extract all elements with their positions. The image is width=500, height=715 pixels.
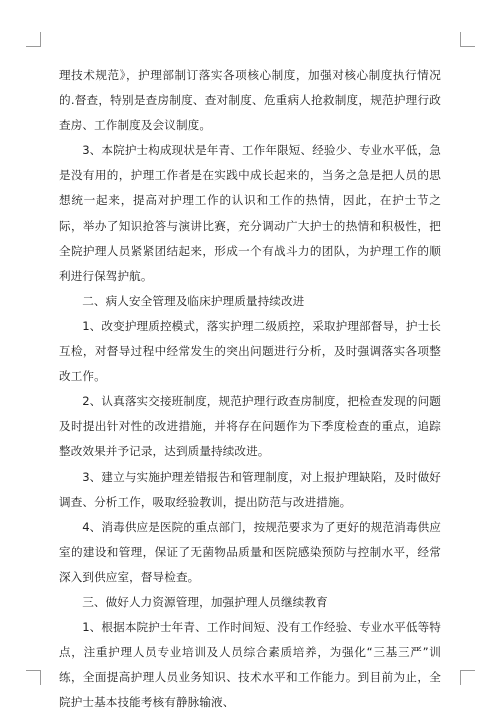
crop-mark-bottom-left (26, 670, 41, 685)
paragraph-handover: 2、认真落实交接班制度，规范护理行政查房制度，把检查发现的问题及时提出针对性的改进措施，并将存在问题作为下季度检查的重点，追踪整改效果并予记录，达到质量持续改进。 (59, 394, 441, 459)
paragraph-quality-control: 1、改变护理质控模式，落实护理二级质控，采取护理部督导，护士长互检，对督导过程中经常发生的突出问题进行分析，及时强调落实各项整改工作。 (59, 318, 441, 384)
section-heading-human-resources: 三、做好人力资源管理，加强护理人员继续教育 (82, 594, 328, 609)
crop-mark-bottom-right (460, 670, 475, 685)
paragraph-continuation: 理技术规范》，护理部制订落实各项核心制度，加强对核心制度执行情况的.督查，特别是查房制度、查对制度、危重病人抢救制度，规范护理行政查房、工作制度及会议制度。 (59, 68, 441, 133)
crop-mark-top-left (26, 32, 41, 47)
document-body (59, 63, 441, 715)
paragraph-error-reporting: 3、建立与实施护理差错报告和管理制度，对上报护理缺陷，及时做好调查、分析工作，吸取经验教训，提出防范与改进措施。 (59, 469, 441, 509)
paragraph-disinfection-supply: 4、消毒供应是医院的重点部门，按规范要求为了更好的规范消毒供应室的建设和管理，保证了无菌物品质量和医院感染预防与控制水平，经常深入到供应室，督导检查。 (59, 519, 441, 584)
crop-mark-top-right (460, 32, 475, 47)
paragraph-training: 1、根据本院护士年青、工作时间短、没有工作经验、专业水平低等特点，注重护理人员专业培训及人员综合素质培养，为强化“三基三严”训练，全面提高护理人员业务知识、技术水平和工作能力。到目前为止，全院护士基本技能考核有静脉输液、 (59, 620, 441, 710)
section-heading-patient-safety: 二、病人安全管理及临床护理质量持续改进 (82, 293, 305, 308)
paragraph-staff-status: 3、本院护士构成现状是年青、工作年限短、经验少、专业水平低，急是没有用的，护理工作者是在实践中成长起来的，当务之急是把人员的思想统一起来，提高对护理工作的认识和工作的热情，因此，在护士节之际，举办了知识抢答与演讲比赛，充分调动广大护士的热情和积极性，把全院护理人员紧紧团结起来，形成一个有战斗力的团队，为护理工作的顺利进行保驾护航。 (59, 143, 441, 283)
